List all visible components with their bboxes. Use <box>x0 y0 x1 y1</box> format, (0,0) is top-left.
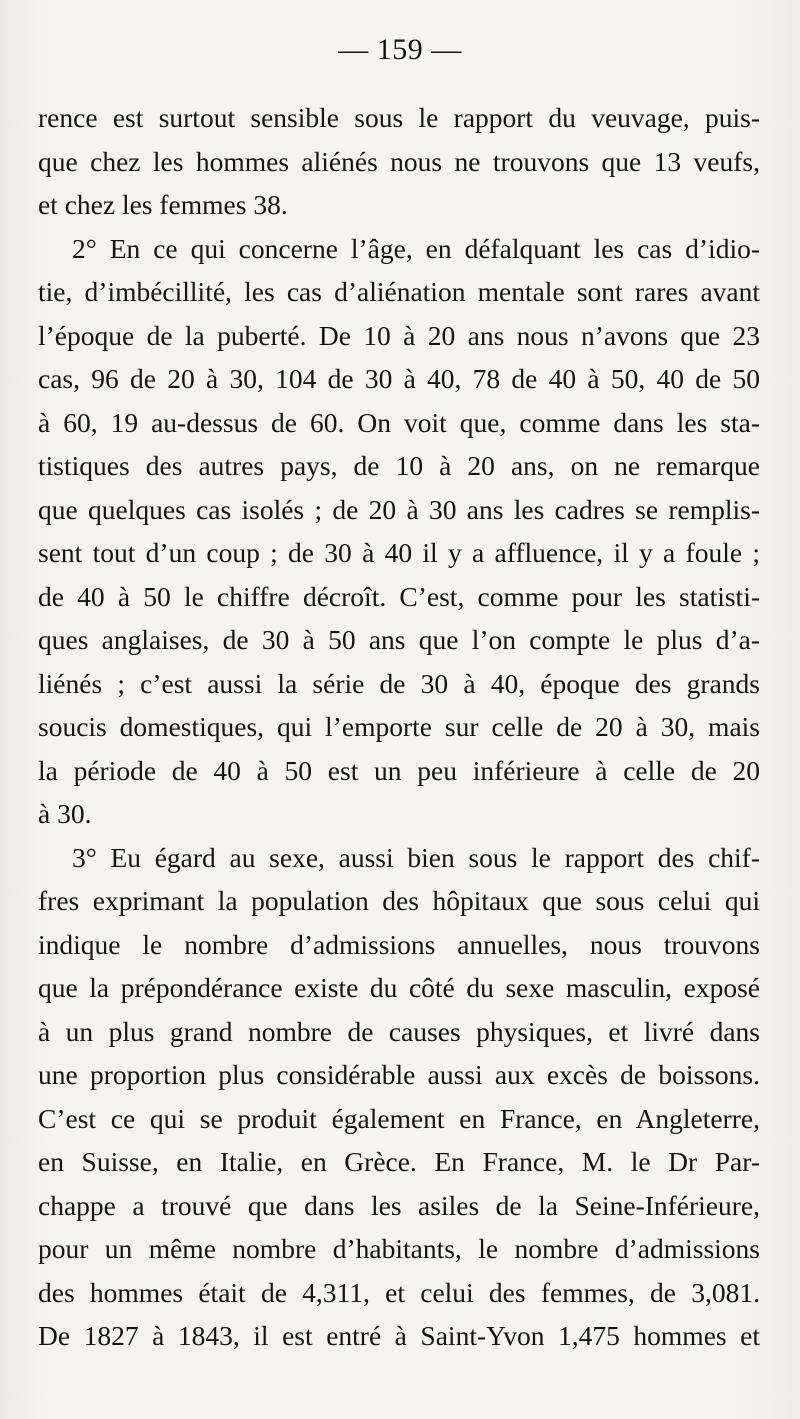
text-line: fres exprimant la population des hôpitaux que sous celui qui <box>38 885 760 916</box>
text-line: l’époque de la puberté. De 10 à 20 ans nous n’avons que 23 <box>38 319 760 351</box>
text-line: à un plus grand nombre de causes physiques, et livré dans <box>38 1015 760 1047</box>
text-line: C’est ce qui se produit également en France, en Angleterre, <box>38 1102 760 1134</box>
text-line: indique le nombre d’admissions annuelles, nous trouvons <box>38 928 760 960</box>
text-line: la période de 40 à 50 est un peu inférieure à celle de 20 <box>38 754 760 786</box>
text-line: ques anglaises, de 30 à 50 ans que l’on compte le plus d’a- <box>38 624 760 655</box>
text-line: 2° En ce qui concerne l’âge, en défalquant les cas d’idio- <box>72 232 760 264</box>
text-line: tie, d’imbécillité, les cas d’aliénation mentale sont rares avant <box>38 276 760 307</box>
text-line: que quelques cas isolés ; de 20 à 30 ans les cadres se remplis- <box>38 493 760 525</box>
text-line: à 30. <box>38 798 92 829</box>
body-text <box>38 96 760 1358</box>
page-number: — 159 — <box>338 33 462 66</box>
text-line: une proportion plus considérable aussi aux excès de boissons. <box>38 1059 760 1090</box>
text-line: de 40 à 50 le chiffre décroît. C’est, comme pour les statisti- <box>38 580 760 612</box>
text-line: cas, 96 de 20 à 30, 104 de 30 à 40, 78 de 40 à 50, 40 de 50 <box>38 363 760 394</box>
text-line: sent tout d’un coup ; de 30 à 40 il y a affluence, il y a foule ; <box>38 537 760 568</box>
text-line: 3° Eu égard au sexe, aussi bien sous le rapport des chif- <box>72 841 760 873</box>
text-line: liénés ; c’est aussi la série de 30 à 40, époque des grands <box>38 667 760 699</box>
text-line: des hommes était de 4,311, et celui des femmes, de 3,081. <box>38 1276 760 1308</box>
text-line: en Suisse, en Italie, en Grèce. En France, M. le Dr Par- <box>38 1146 760 1177</box>
text-line: De 1827 à 1843, il est entré à Saint-Yvon 1,475 hommes et <box>38 1320 760 1351</box>
text-line: chappe a trouvé que dans les asiles de la Seine-Inférieure, <box>38 1189 760 1221</box>
text-line: à 60, 19 au-dessus de 60. On voit que, comme dans les sta- <box>38 406 760 438</box>
text-line: et chez les femmes 38. <box>38 189 288 220</box>
text-line: que la prépondérance existe du côté du sexe masculin, exposé <box>38 972 760 1003</box>
text-line: rence est surtout sensible sous le rapport du veuvage, puis- <box>38 102 760 133</box>
text-line: que chez les hommes aliénés nous ne trouvons que 13 veufs, <box>38 145 760 177</box>
text-line: soucis domestiques, qui l’emporte sur celle de 20 à 30, mais <box>38 711 760 742</box>
text-line: pour un même nombre d’habitants, le nombre d’admissions <box>38 1233 760 1264</box>
text-line: tistiques des autres pays, de 10 à 20 ans, on ne remarque <box>38 450 760 481</box>
